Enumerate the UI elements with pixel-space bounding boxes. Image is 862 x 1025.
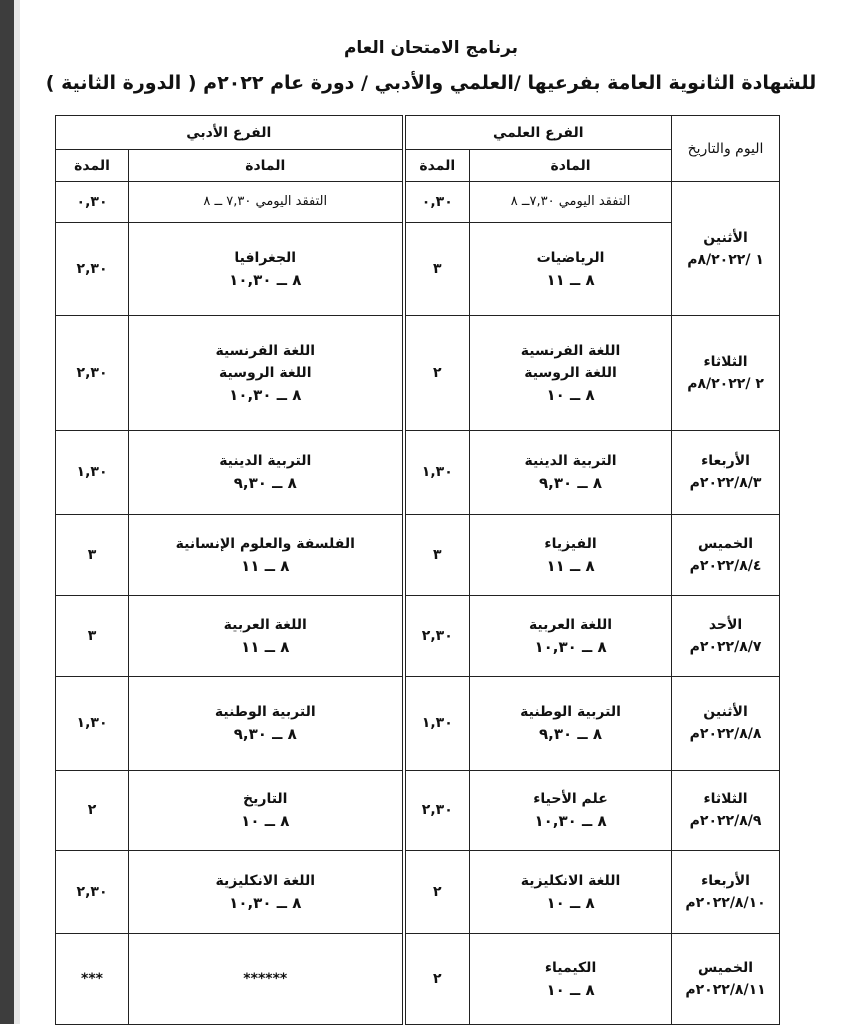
lit-duration: ٢,٣٠	[56, 316, 129, 431]
page-edge-highlight	[14, 0, 20, 1024]
schedule-row	[56, 430, 780, 514]
sci-duration: ٣	[404, 515, 470, 595]
schedule-row	[56, 677, 780, 771]
sci-subject: الرياضيات	[536, 249, 605, 266]
sci-subject-cell	[470, 595, 672, 676]
exam-schedule-table	[55, 115, 780, 1025]
lit-subject-cell	[129, 430, 404, 514]
schedule-row	[56, 595, 780, 676]
day-date-cell	[672, 430, 780, 514]
lit-time: ٨ ــ ١٠,٣٠	[229, 385, 302, 404]
sci-subject-cell	[470, 850, 672, 933]
sci-subject: اللغة العربية	[528, 616, 613, 633]
exam-date: ١ /٨/٢٠٢٢م	[687, 251, 764, 268]
day-date-cell	[672, 515, 780, 595]
sci-attendance-duration: ٠,٣٠	[404, 182, 470, 222]
sci-subject: التربية الدينية	[524, 453, 617, 470]
sci-duration: ٣	[404, 222, 470, 316]
schedule-row	[56, 515, 780, 595]
lit-time: ٨ ــ ١١	[241, 556, 290, 575]
lit-duration: ٣	[56, 595, 129, 676]
lit-subject: اللغة الفرنسية	[215, 342, 316, 359]
lit-duration: ***	[56, 934, 129, 1025]
day-date-cell	[672, 934, 780, 1025]
sci-duration: ٢	[404, 934, 470, 1025]
sci-subject: اللغة الفرنسية	[520, 342, 621, 359]
lit-duration: ٣	[56, 515, 129, 595]
lit-time: ٨ ــ ٩,٣٠	[233, 725, 297, 744]
lit-subject-cell	[129, 515, 404, 595]
sci-time: ٨ ــ ١٠	[546, 385, 595, 404]
sci-time: ٨ ــ ١٠,٣٠	[534, 812, 607, 831]
day-date-cell	[672, 316, 780, 431]
day-date-cell	[672, 770, 780, 850]
exam-date: ٢٠٢٢/٨/٧م	[689, 638, 762, 655]
lit-duration: ٢,٣٠	[56, 222, 129, 316]
exam-date: ٢ /٨/٢٠٢٢م	[687, 375, 764, 392]
sci-subject: اللغة الانكليزية	[520, 873, 621, 890]
day-name: الثلاثاء	[703, 353, 748, 370]
sci-subject: الفيزياء	[544, 535, 597, 552]
sci-attendance: التفقد اليومي ٧,٣٠ــ ٨	[470, 182, 672, 222]
exam-date: ٢٠٢٢/٨/٣م	[689, 475, 762, 492]
day-name: الثلاثاء	[703, 791, 748, 808]
sci-time: ٨ ــ ١٠,٣٠	[534, 637, 607, 656]
lit-subject: اللغة العربية	[223, 616, 307, 633]
schedule-row	[56, 850, 780, 933]
lit-duration: ٢,٣٠	[56, 850, 129, 933]
exam-date: ٢٠٢٢/٨/٩م	[689, 813, 762, 830]
sci-duration: ٢,٣٠	[404, 595, 470, 676]
header-sci-duration: المدة	[404, 150, 470, 182]
lit-subject: التربية الوطنية	[214, 704, 316, 721]
schedule-row	[56, 316, 780, 431]
attendance-row	[56, 182, 780, 222]
lit-subject: الجغرافيا	[234, 249, 297, 266]
schedule-row	[56, 222, 780, 316]
header-scientific-branch: الفرع العلمي	[404, 116, 672, 150]
exam-date: ٢٠٢٢/٨/٤م	[689, 557, 762, 574]
day-name: الأربعاء	[701, 873, 750, 890]
lit-duration: ٢	[56, 770, 129, 850]
sci-subject-cell	[470, 515, 672, 595]
sci-subject: الكيمياء	[544, 960, 597, 977]
day-date-cell	[672, 850, 780, 933]
header-row-branches	[56, 116, 780, 150]
lit-time: ٨ ــ ١٠	[241, 812, 290, 831]
day-name: الخميس	[698, 535, 754, 552]
exam-date: ٢٠٢٢/٨/٨م	[689, 726, 762, 743]
lit-subject: الفلسفة والعلوم الإنسانية	[175, 535, 355, 552]
exam-date: ٢٠٢٢/٨/١١م	[685, 982, 766, 999]
sci-subject-cell	[470, 770, 672, 850]
lit-duration: ١,٣٠	[56, 430, 129, 514]
lit-time: ٨ ــ ١٠,٣٠	[229, 894, 302, 913]
day-date-cell	[672, 182, 780, 316]
lit-subject-cell	[129, 770, 404, 850]
lit-attendance-duration: ٠,٣٠	[56, 182, 129, 222]
sci-time: ٨ ــ ٩,٣٠	[539, 474, 603, 493]
sci-subject-cell	[470, 222, 672, 316]
header-lit-subject: المادة	[129, 150, 404, 182]
lit-subject-cell	[129, 850, 404, 933]
header-literary-branch: الفرع الأدبي	[56, 116, 404, 150]
sci-time: ٨ ــ ١١	[546, 270, 595, 289]
schedule-row	[56, 934, 780, 1025]
lit-subject: التربية الدينية	[219, 453, 312, 470]
sci-subject: التربية الوطنية	[520, 704, 621, 721]
header-row-sub	[56, 150, 780, 182]
sci-subject-cell	[470, 316, 672, 431]
lit-subject: التاريخ	[243, 791, 288, 808]
day-date-cell	[672, 677, 780, 771]
sci-duration: ١,٣٠	[404, 430, 470, 514]
sci-subject-cell	[470, 430, 672, 514]
document-subtitle: للشهادة الثانوية العامة بفرعيها /العلمي والأدبي / دورة عام ٢٠٢٢م ( الدورة الثانية )	[45, 72, 817, 94]
lit-subject-cell	[129, 222, 404, 316]
day-name: الأربعاء	[701, 453, 750, 470]
sci-duration: ٢	[404, 316, 470, 431]
lit-subject-cell	[129, 677, 404, 771]
sci-duration: ١,٣٠	[404, 677, 470, 771]
lit-subject-cell	[129, 316, 404, 431]
day-name: الأثنين	[703, 229, 748, 246]
lit-subject: ******	[243, 971, 288, 988]
sci-subject-cell	[470, 677, 672, 771]
sci-time: ٨ ــ ١٠	[546, 981, 595, 1000]
lit-subject-alt: اللغة الروسية	[219, 364, 312, 381]
exam-date: ٢٠٢٢/٨/١٠م	[685, 895, 766, 912]
day-name: الأثنين	[703, 704, 748, 721]
lit-time: ٨ ــ ١٠,٣٠	[229, 270, 302, 289]
lit-attendance: التفقد اليومي ٧,٣٠ ــ ٨	[129, 182, 404, 222]
sci-time: ٨ ــ ٩,٣٠	[539, 725, 603, 744]
lit-duration: ١,٣٠	[56, 677, 129, 771]
sci-time: ٨ ــ ١١	[546, 556, 595, 575]
sci-subject: علم الأحياء	[533, 791, 608, 808]
day-name: الخميس	[698, 960, 754, 977]
lit-subject-cell	[129, 934, 404, 1025]
sci-duration: ٢	[404, 850, 470, 933]
day-date-cell	[672, 595, 780, 676]
document-title: برنامج الامتحان العام	[343, 38, 519, 58]
header-sci-subject: المادة	[470, 150, 672, 182]
header-day-date: اليوم والتاريخ	[672, 116, 780, 182]
day-name: الأحد	[708, 616, 743, 633]
page-edge-shadow	[0, 0, 14, 1024]
sci-time: ٨ ــ ١٠	[546, 894, 595, 913]
schedule-row	[56, 770, 780, 850]
lit-time: ٨ ــ ١١	[241, 637, 290, 656]
lit-time: ٨ ــ ٩,٣٠	[233, 474, 297, 493]
header-lit-duration: المدة	[56, 150, 129, 182]
sci-subject-cell	[470, 934, 672, 1025]
lit-subject-cell	[129, 595, 404, 676]
sci-duration: ٢,٣٠	[404, 770, 470, 850]
sci-subject-alt: اللغة الروسية	[524, 364, 617, 381]
lit-subject: اللغة الانكليزية	[215, 873, 316, 890]
